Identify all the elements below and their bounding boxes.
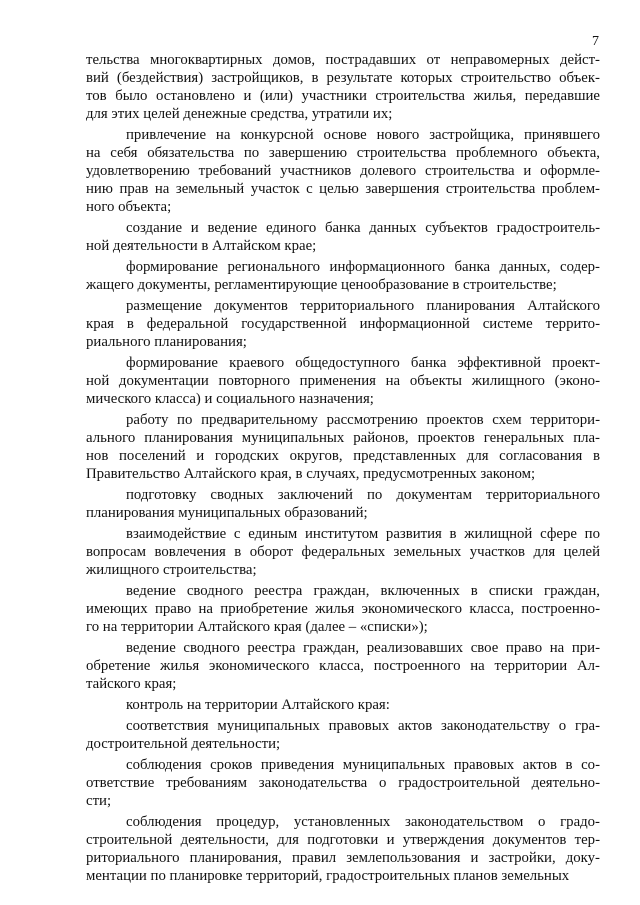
text-line: на себя обязательства по завершению строительства проблемного объекта,: [86, 145, 600, 161]
text-line: формирование краевого общедоступного банка эффективной проект-: [126, 355, 600, 371]
text-line: сти;: [86, 793, 112, 809]
text-line: соответствия муниципальных правовых актов законодательству о гра-: [126, 718, 600, 734]
text-line: строительной деятельности, для подготовки и утверждения документов тер-: [86, 832, 600, 848]
paragraph: [86, 639, 600, 693]
text-line: контроль на территории Алтайского края:: [126, 697, 390, 713]
text-line: риального планирования;: [86, 334, 247, 350]
text-line: нию прав на земельный участок с целью завершения строительства проблем-: [86, 181, 600, 197]
text-line: создание и ведение единого банка данных субъектов градостроитель-: [126, 220, 600, 236]
text-line: ной деятельности в Алтайском крае;: [86, 238, 317, 254]
paragraph: [86, 486, 600, 522]
text-line: ального планирования муниципальных районов, проектов генеральных пла-: [86, 430, 600, 446]
text-line: соблюдения процедур, установленных законодательством о градо-: [126, 814, 600, 830]
paragraph: [86, 756, 600, 810]
paragraph: [86, 126, 600, 216]
paragraph: [86, 354, 600, 408]
text-line: обретение жилья экономического класса, построенного на территории Ал-: [86, 658, 600, 674]
text-line: риториального планирования, правил землепользования и застройки, доку-: [86, 850, 600, 866]
text-line: тов было остановлено и (или) участники строительства жилья, передавшие: [86, 88, 600, 104]
text-line: жащего документы, регламентирующие ценообразование в строительстве;: [86, 277, 557, 293]
text-line: для этих целей денежные средства, утратили их;: [86, 106, 393, 122]
text-line: жилищного строительства;: [86, 562, 257, 578]
text-line: вий (бездействия) застройщиков, в результате которых строительство объек-: [86, 70, 600, 86]
text-line: привлечение на конкурсной основе нового застройщика, принявшего: [126, 127, 600, 143]
paragraph: [86, 258, 600, 294]
text-line: края в федеральной государственной информационной системе террито-: [86, 316, 600, 332]
text-line: ведение сводного реестра граждан, включенных в списки граждан,: [126, 583, 600, 599]
text-line: соблюдения сроков приведения муниципальных правовых актов в со-: [126, 757, 600, 773]
text-line: имеющих право на приобретение жилья экономического класса, построенно-: [86, 601, 600, 617]
text-line: ведение сводного реестра граждан, реализовавших свое право на при-: [126, 640, 600, 656]
text-line: подготовку сводных заключений по документам территориального: [126, 487, 600, 503]
text-line: ного объекта;: [86, 199, 172, 215]
paragraph: [86, 696, 600, 714]
document-body: [86, 51, 600, 888]
paragraph: [86, 411, 600, 483]
paragraph: [86, 219, 600, 255]
text-line: работу по предварительному рассмотрению проектов схем территори-: [126, 412, 600, 428]
paragraph: [86, 297, 600, 351]
text-line: Правительство Алтайского края, в случаях, предусмотренных законом;: [86, 466, 536, 482]
text-line: ной документации повторного применения на объекты жилищного (эконо-: [86, 373, 600, 389]
paragraph: [86, 525, 600, 579]
text-line: достроительной деятельности;: [86, 736, 281, 752]
text-line: размещение документов территориального планирования Алтайского: [126, 298, 600, 314]
text-line: удовлетворению требований участников долевого строительства и оформле-: [86, 163, 600, 179]
text-line: го на территории Алтайского края (далее – «списки»);: [86, 619, 428, 635]
text-line: нов поселений и городских округов, представленных для согласования в: [86, 448, 600, 464]
text-line: вопросам вовлечения в оборот федеральных земельных участков для целей: [86, 544, 600, 560]
text-line: планирования муниципальных образований;: [86, 505, 368, 521]
text-line: формирование регионального информационного банка данных, содер-: [126, 259, 600, 275]
text-line: тельства многоквартирных домов, пострадавших от неправомерных дейст-: [86, 52, 600, 68]
paragraph: [86, 582, 600, 636]
text-line: ментации по планировке территорий, градостроительных планов земельных: [86, 868, 570, 884]
paragraph: [86, 51, 600, 123]
paragraph: [86, 813, 600, 885]
text-line: тайского края;: [86, 676, 177, 692]
paragraph: [86, 717, 600, 753]
text-line: ответствие требованиям законодательства о градостроительной деятельно-: [86, 775, 600, 791]
text-line: взаимодействие с единым институтом развития в жилищной сфере по: [126, 526, 600, 542]
text-line: мического класса) и социального назначения;: [86, 391, 374, 407]
page-number: 7: [592, 34, 599, 49]
